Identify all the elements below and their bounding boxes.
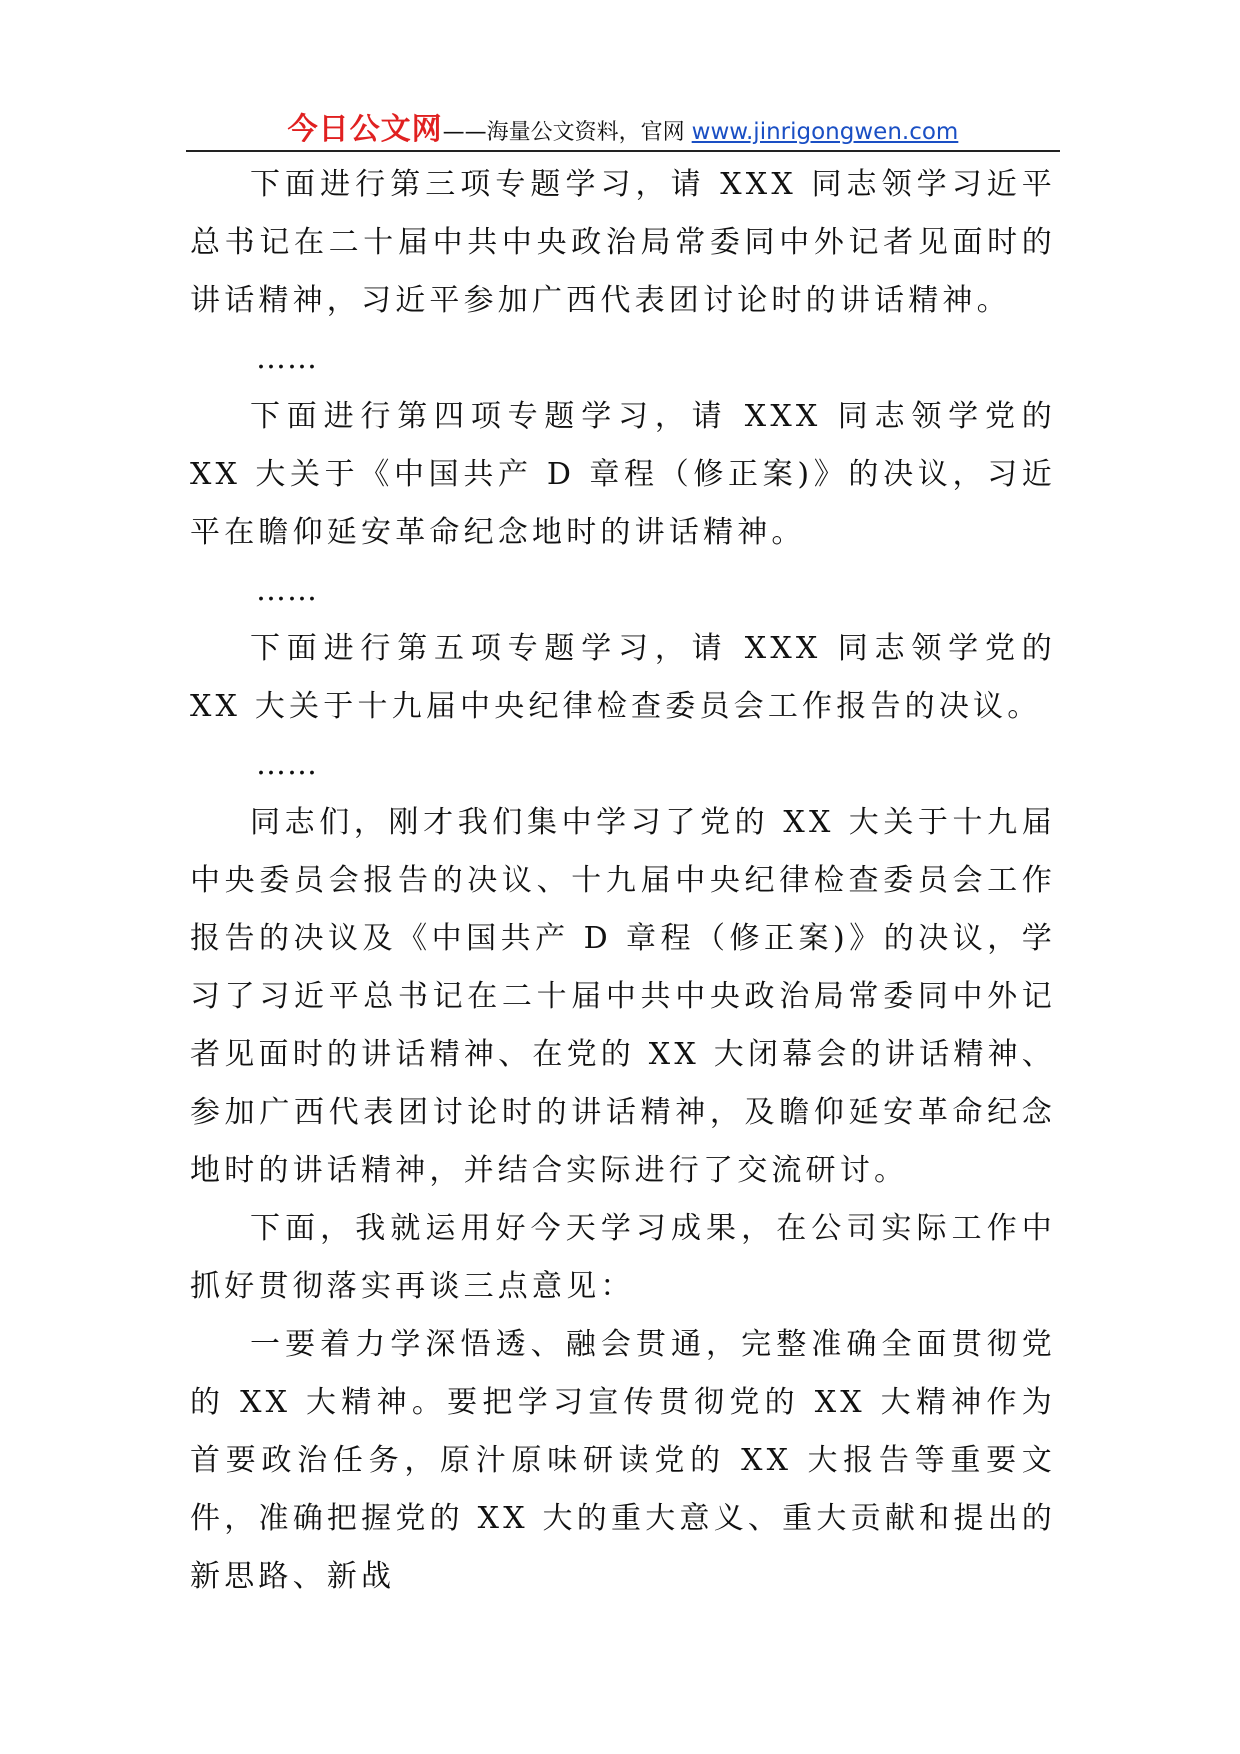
paragraph-transition: 下面，我就运用好今天学习成果，在公司实际工作中抓好贯彻落实再谈三点意见：: [190, 1211, 1056, 1304]
document-body: [190, 156, 1056, 1606]
site-link[interactable]: www.jinrigongwen.com: [691, 119, 959, 145]
paragraph-summary: 同志们，刚才我们集中学习了党的 XX 大关于十九届中央委员会报告的决议、十九届中央纪律检查委员会工作报告的决议及《中国共产 D 章程（修正案)》的决议，学习了习近平总书记在二十届中共中央政治局常委同中外记者见面时的讲话精神、在党的 XX 大闭幕会的讲话精神、参加广西代表团讨论时的讲话精神，及瞻仰延安革命纪念地时的讲话精神，并结合实际进行了交流研讨。: [190, 805, 1056, 1188]
site-header: [186, 104, 1060, 152]
paragraph-opinion-1: 一要着力学深悟透、融会贯通，完整准确全面贯彻党的 XX 大精神。要把学习宣传贯彻党的 XX 大精神作为首要政治任务，原汁原味研读党的 XX 大报告等重要文件，准确把握党的 XX 大的重大意义、重大贡献和提出的新思路、新战: [190, 1327, 1056, 1594]
paragraph-topic-3: 下面进行第三项专题学习，请 XXX 同志领学习近平总书记在二十届中共中央政治局常委同中外记者见面时的讲话精神，习近平参加广西代表团讨论时的讲话精神。: [190, 167, 1056, 318]
ellipsis-2: ……: [256, 573, 318, 608]
site-brand: 今日公文网: [287, 112, 443, 147]
ellipsis-3: ……: [256, 747, 318, 782]
paragraph-topic-5: 下面进行第五项专题学习，请 XXX 同志领学党的 XX 大关于十九届中央纪律检查委员会工作报告的决议。: [190, 631, 1056, 724]
header-dash: ——: [442, 120, 487, 145]
site-description: 海量公文资料，官网: [486, 120, 692, 145]
ellipsis-1: ……: [256, 341, 318, 376]
paragraph-topic-4: 下面进行第四项专题学习，请 XXX 同志领学党的 XX 大关于《中国共产 D 章程（修正案)》的决议，习近平在瞻仰延安革命纪念地时的讲话精神。: [190, 399, 1056, 550]
